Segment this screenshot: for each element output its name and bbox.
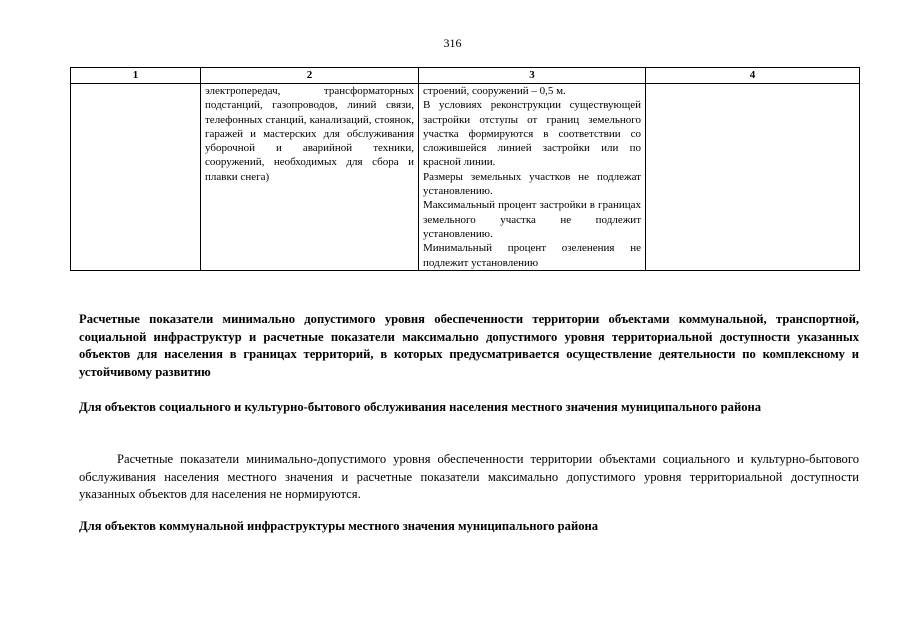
cell-paragraph: В условиях реконструкции существующей застройки отступы от границ земельного участка формируются в соответствии со сложившейся линией застройки или по красной линии. xyxy=(423,99,641,169)
table-header-cell: 1 xyxy=(71,68,201,84)
table-row xyxy=(71,84,860,271)
table-cell-col3 xyxy=(419,84,646,271)
table-cell-col2: электропередач, трансформаторных подстанций, газопроводов, линий связи, телефонных станций, канализаций, стоянок, гаражей и мастерских для обслуживания уборочной и аварийной техники, сооружений, необходимых для сбора и плавки снега) xyxy=(201,84,419,271)
cell-paragraph: Максимальный процент застройки в границах земельного участка не подлежит установлению. xyxy=(423,199,641,240)
table-header-cell: 2 xyxy=(201,68,419,84)
subsection-heading-communal: Для объектов коммунальной инфраструктуры местного значения муниципального района xyxy=(79,519,599,533)
table-header-cell: 3 xyxy=(419,68,646,84)
cell-paragraph: Размеры земельных участков не подлежат установлению. xyxy=(423,170,641,198)
table-cell-col4 xyxy=(646,84,860,271)
page-number: 316 xyxy=(443,36,462,50)
table-header-row xyxy=(71,68,860,84)
section-heading: Расчетные показатели минимально допустимого уровня обеспеченности территории объектами коммунальной, транспортной, социальной инфраструктур и расчетные показатели максимально допустимого уровня территориальной доступности указанных объектов для населения в границах территорий, в которых предусматривается осуществление деятельности по комплексному и устойчивому развитию xyxy=(79,312,859,379)
cell-paragraph: строений, сооружений – 0,5 м. xyxy=(423,85,566,97)
cell-paragraph: Минимальный процент озеленения не подлежит установлению xyxy=(423,242,641,269)
body-paragraph: Расчетные показатели минимально-допустимого уровня обеспеченности территории объектами социального и культурно-бытового обслуживания населения местного значения и расчетные показатели максимально допустимого уровня территориальной доступности указанных объектов для населения не нормируются. xyxy=(79,452,859,501)
subsection-heading-social: Для объектов социального и культурно-бытового обслуживания населения местного значения муниципального района xyxy=(79,400,762,414)
regulations-table xyxy=(70,67,860,271)
table-header-cell: 4 xyxy=(646,68,860,84)
table-cell-col1 xyxy=(71,84,201,271)
